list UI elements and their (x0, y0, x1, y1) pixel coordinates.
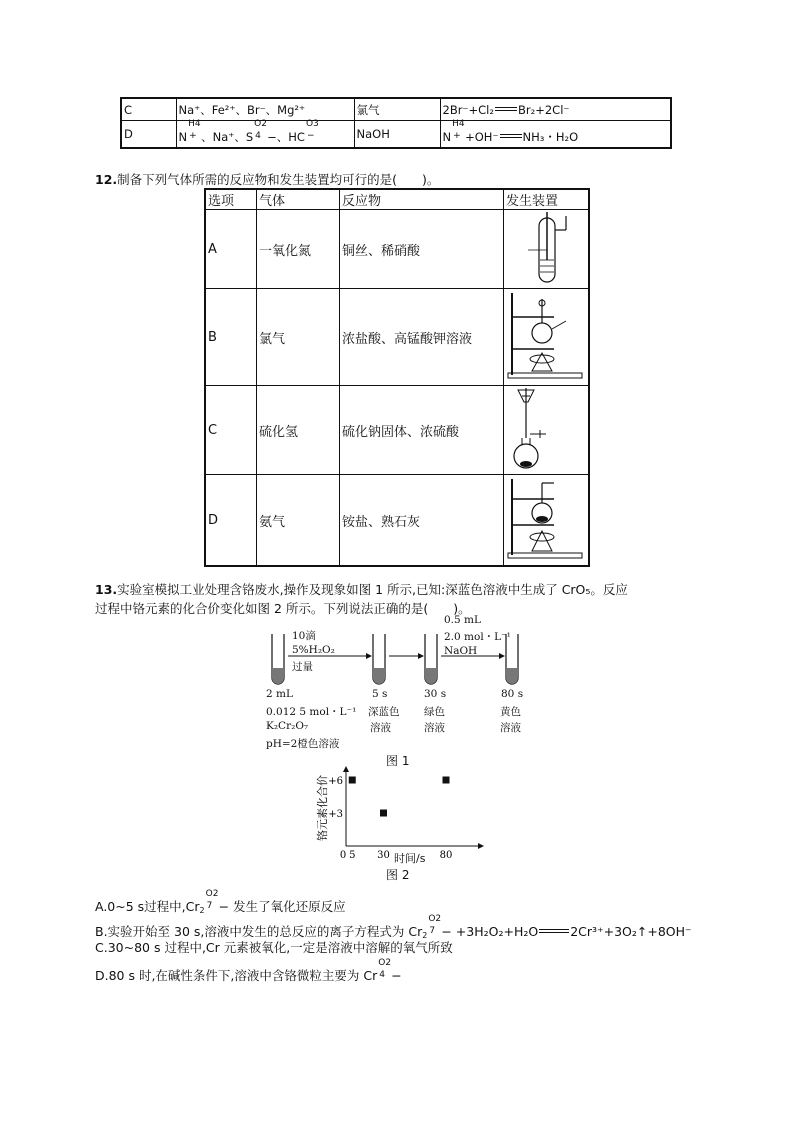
reactants-cell: 浓盐酸、高锰酸钾溶液 (340, 289, 504, 386)
tube3-solution: 溶液 (424, 722, 445, 734)
option-cell: C (121, 98, 176, 121)
y-axis-arrow (343, 766, 349, 772)
table-row (205, 289, 589, 386)
option-text: 2Cr³⁺+3O₂↑+8OH⁻ (570, 924, 692, 939)
top-table (120, 97, 672, 149)
ion-fraction: H4 + (188, 119, 201, 141)
test-tube-apparatus-icon (506, 210, 586, 284)
tube1-concentration: 0.012 5 mol・L⁻¹ (266, 706, 357, 718)
gas-cell: 氨气 (257, 475, 340, 567)
ion-text: 、HC (276, 130, 305, 144)
equation-right: Br₂+2Cl⁻ (517, 102, 570, 117)
option-a: A.0~5 s过程中$,Cr_2$ O2 7 − 发生了氧化还原反应 (95, 889, 346, 915)
reagent-cell: NaOH (354, 121, 440, 149)
ion-fraction: O2 7 (428, 914, 442, 936)
tube1-solute: K₂Cr₂O₇ (266, 720, 309, 732)
ion-text: 、Na⁺、S (201, 130, 254, 144)
tube4-solution: 溶液 (500, 722, 521, 734)
q12-table (204, 188, 590, 567)
question-text: 制备下列气体所需的反应物和发生装置均可行的是( )。 (117, 172, 440, 187)
equation-left: +OH⁻ (465, 130, 499, 144)
step1-drops: 10滴 (292, 630, 316, 642)
tube1-ph: pH=2橙色溶液 (266, 738, 340, 750)
header-cell: 反应物 (340, 189, 504, 210)
q13-stem-line2: 过程中铬元素的化合价变化如图 2 所示。下列说法正确的是( )。 (95, 601, 471, 616)
option-text: 发生了氧化还原反应 (233, 899, 346, 914)
figure-2-caption: 图 2 (386, 868, 410, 882)
option-cell: B (205, 289, 257, 386)
ions-cell: Na⁺、Fe²⁺、Br⁻、Mg²⁺ (176, 98, 354, 121)
gas-cell: 氯气 (257, 289, 340, 386)
ion-fraction: H4 + (452, 119, 465, 141)
x-axis-label: 时间/s (394, 852, 426, 865)
tube2-solution: 溶液 (370, 722, 391, 734)
data-point (443, 777, 450, 784)
apparatus-cell (504, 475, 590, 567)
option-text: A.0~5 s过程中,Cr (95, 899, 200, 914)
x-tick-label: 80 (439, 850, 453, 861)
flask-heating-apparatus-icon (506, 289, 586, 381)
q13-stem-line1 (95, 580, 628, 598)
equation-cell (440, 98, 671, 121)
tube3-color: 绿色 (424, 706, 445, 718)
header-cell: 气体 (257, 189, 340, 210)
reactants-cell: 铜丝、稀硝酸 (340, 210, 504, 289)
equals-sign (495, 107, 517, 111)
question-number: 12. (95, 172, 118, 187)
step1-excess: 过量 (292, 661, 313, 673)
flask-funnel-apparatus-icon (506, 386, 586, 470)
table-header-row (205, 189, 589, 210)
tube1-volume: 2 mL (266, 688, 293, 700)
x-tick-label: 5 (349, 850, 356, 861)
option-c: C.30~80 s 过程中,Cr 元素被氧化,一定是溶液中溶解的氧气所致 (95, 940, 453, 955)
apparatus-cell (504, 386, 590, 475)
tube2-time: 5 s (372, 688, 388, 700)
ion-fraction: O2 4 (378, 958, 392, 980)
tube4-color: 黄色 (500, 706, 521, 718)
table-row (205, 210, 589, 289)
ion-text: N (178, 130, 188, 144)
apparatus-cell (504, 210, 590, 289)
option-text: D.80 s 时,在碱性条件下,溶液中含铬微粒主要为 Cr (95, 968, 378, 983)
equation-cell (440, 121, 671, 149)
table-row (205, 475, 589, 567)
step3-reagent: NaOH (444, 645, 478, 657)
apparatus-cell (504, 289, 590, 386)
equals-sign (500, 134, 522, 138)
equals-sign (539, 929, 569, 933)
equation-left: N (442, 130, 452, 144)
tube4-time: 80 s (501, 688, 524, 700)
step1-reagent: 5%H₂O₂ (292, 644, 335, 656)
option-b: B.实验开始至 30 s,溶液中发生的总反应的离子方程式为 $Cr_2$ O2 7 − +3H₂O₂+H₂O 2Cr³⁺+3O₂↑+8OH⁻ (95, 914, 692, 940)
table-row (121, 121, 671, 149)
ion-fraction: O2 7 (205, 889, 219, 911)
equation-right: NH₃・H₂O (522, 130, 579, 144)
header-cell: 选项 (205, 189, 257, 210)
gas-cell: 硫化氢 (257, 386, 340, 475)
reagent-cell: 氯气 (354, 98, 440, 121)
option-cell: D (205, 475, 257, 567)
option-d: D.80 s 时,在碱性条件下,溶液中含铬微粒主要为 Cr O2 4 − (95, 958, 402, 983)
y-tick-label: +3 (328, 809, 343, 820)
flask-heating-apparatus-icon (506, 475, 586, 561)
table-row (121, 98, 671, 121)
data-point (349, 777, 356, 784)
q12-stem (95, 170, 439, 188)
option-cell: D (121, 121, 176, 149)
step3-volume: 0.5 mL (444, 614, 481, 626)
question-number: 13. (95, 582, 118, 597)
option-text: B.实验开始至 30 s,溶液中发生的总反应的离子方程式为 Cr (95, 924, 423, 939)
option-text: +3H₂O₂+H₂O (455, 924, 539, 939)
option-cell: C (205, 386, 257, 475)
y-tick-label: +6 (328, 776, 343, 787)
figure-1-caption: 图 1 (386, 754, 410, 768)
tube3-time: 30 s (424, 688, 447, 700)
ion-fraction: O2 4 (254, 119, 267, 141)
x-tick-label: 0 (339, 850, 347, 861)
option-cell: A (205, 210, 257, 289)
equation-left: 2Br⁻+Cl₂ (442, 102, 494, 117)
ion-fraction: O3 − (305, 119, 319, 141)
reactants-cell: 铵盐、熟石灰 (340, 475, 504, 567)
ions-cell: N H4 + 、Na⁺、S O2 4 −、HC O3 − (176, 121, 354, 149)
question-text: 实验室模拟工业处理含铬废水,操作及现象如图 1 所示,已知:深蓝色溶液中生成了 CrO₅。反应 (117, 582, 628, 597)
table-row (205, 386, 589, 475)
x-tick-label: 30 (377, 850, 390, 861)
gas-cell: 一氧化氮 (257, 210, 340, 289)
step3-concentration: 2.0 mol・L⁻¹ (444, 631, 511, 643)
header-cell: 发生装置 (504, 189, 590, 210)
data-point (380, 810, 387, 817)
y-axis-label: 铬元素化合价 (316, 775, 329, 841)
reactants-cell: 硫化钠固体、浓硫酸 (340, 386, 504, 475)
tube2-color: 深蓝色 (368, 706, 400, 718)
x-axis-arrow (478, 843, 484, 849)
